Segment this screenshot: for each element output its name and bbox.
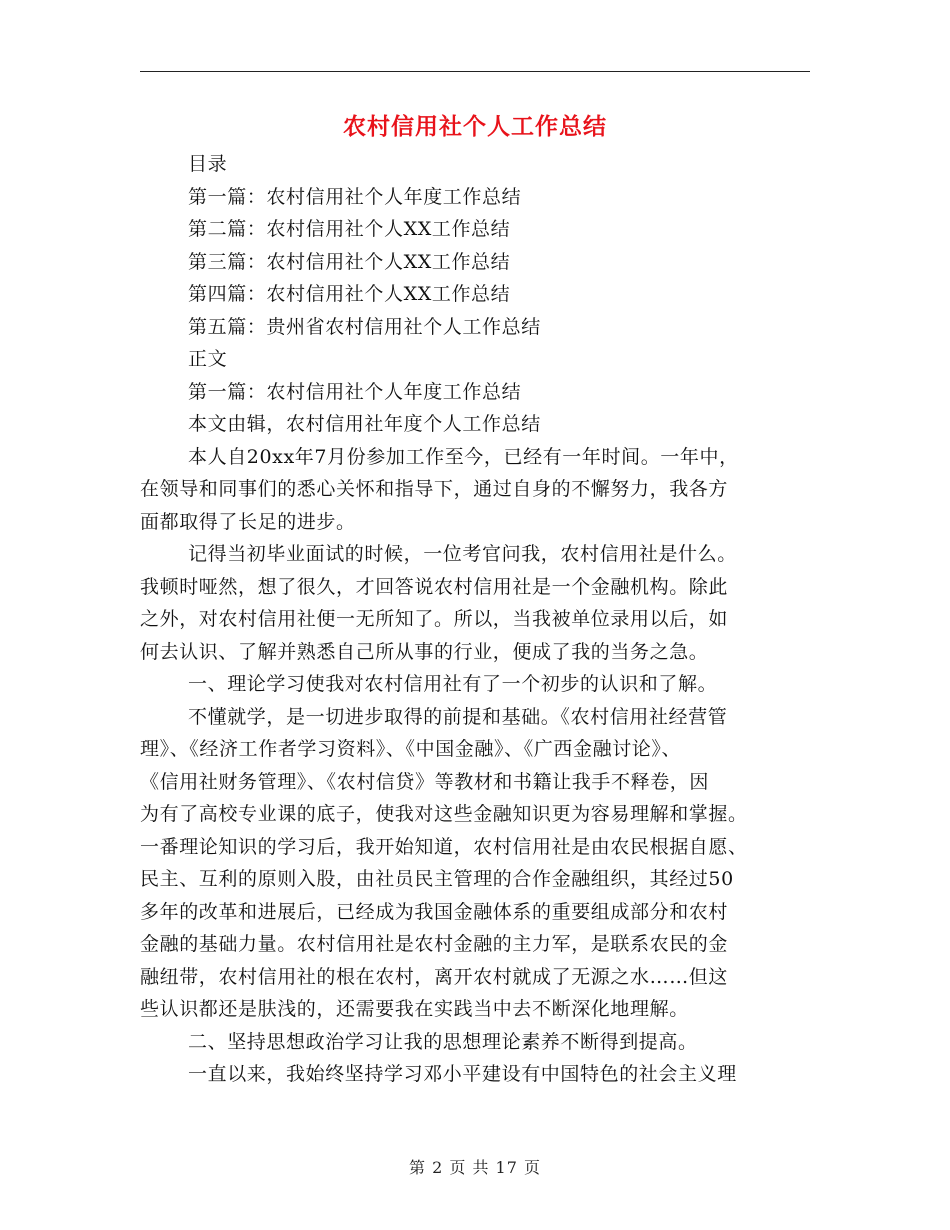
text-line: 民主、互利的原则入股，由社员民主管理的合作金融组织，其经过50 xyxy=(140,868,734,890)
text-line: 融纽带，农村信用社的根在农村，离开农村就成了无源之水……但这 xyxy=(140,965,729,988)
text-line: 第二篇：农村信用社个人XX工作总结 xyxy=(188,218,511,240)
text-line: 第一篇：农村信用社个人年度工作总结 xyxy=(188,380,522,403)
text-line: 在领导和同事们的悉心关怀和指导下，通过自身的不懈努力，我各方 xyxy=(140,478,729,500)
text-line: 为有了高校专业课的底子，使我对这些金融知识更为容易理解和掌握。 xyxy=(140,803,748,825)
text-line: 一番理论知识的学习后，我开始知道，农村信用社是由农民根据自愿、 xyxy=(140,835,748,858)
text-line: 《信用社财务管理》、《农村信贷》等教材和书籍让我手不释卷，因 xyxy=(140,770,710,793)
text-line: 不懂就学，是一切进步取得的前提和基础。《农村信用社经营管 xyxy=(188,705,728,728)
text-line: 第五篇：贵州省农村信用社个人工作总结 xyxy=(188,315,541,338)
text-line: 第一篇：农村信用社个人年度工作总结 xyxy=(188,185,522,208)
document-body xyxy=(140,148,810,1091)
text-line: 面都取得了长足的进步。 xyxy=(140,510,356,533)
text-line: 本人自20xx年7月份参加工作至今，已经有一年时间。一年中， xyxy=(188,445,739,468)
text-line: 何去认识、了解并熟悉自己所从事的行业，便成了我的当务之急。 xyxy=(140,640,709,663)
header-rule xyxy=(140,71,810,72)
text-line: 一、理论学习使我对农村信用社有了一个初步的认识和了解。 xyxy=(188,673,718,695)
text-line: 我顿时哑然，想了很久，才回答说农村信用社是一个金融机构。除此 xyxy=(140,575,729,598)
text-line: 本文由辑，农村信用社年度个人工作总结 xyxy=(188,413,541,435)
text-line: 些认识都还是肤浅的，还需要我在实践当中去不断深化地理解。 xyxy=(140,998,689,1020)
document-title: 农村信用社个人工作总结 xyxy=(343,114,607,140)
text-line: 目录 xyxy=(188,153,228,175)
text-line: 一直以来，我始终坚持学习邓小平建设有中国特色的社会主义理 xyxy=(188,1063,737,1085)
text-line: 二、坚持思想政治学习让我的思想理论素养不断得到提高。 xyxy=(188,1030,698,1053)
text-line: 第三篇：农村信用社个人XX工作总结 xyxy=(188,250,511,273)
page-footer: 第 2 页 共 17 页 xyxy=(409,1158,541,1177)
text-line: 金融的基础力量。农村信用社是农村金融的主力军，是联系农民的金 xyxy=(140,933,729,955)
text-line: 第四篇：农村信用社个人XX工作总结 xyxy=(188,283,511,305)
text-line: 记得当初毕业面试的时候，一位考官问我，农村信用社是什么。 xyxy=(188,543,737,565)
text-line: 正文 xyxy=(188,348,228,370)
text-line: 多年的改革和进展后，已经成为我国金融体系的重要组成部分和农村 xyxy=(140,900,729,923)
text-line: 之外，对农村信用社便一无所知了。所以，当我被单位录用以后，如 xyxy=(140,608,729,630)
text-line: 理》、《经济工作者学习资料》、《中国金融》、《广西金融讨论》、 xyxy=(140,738,682,760)
